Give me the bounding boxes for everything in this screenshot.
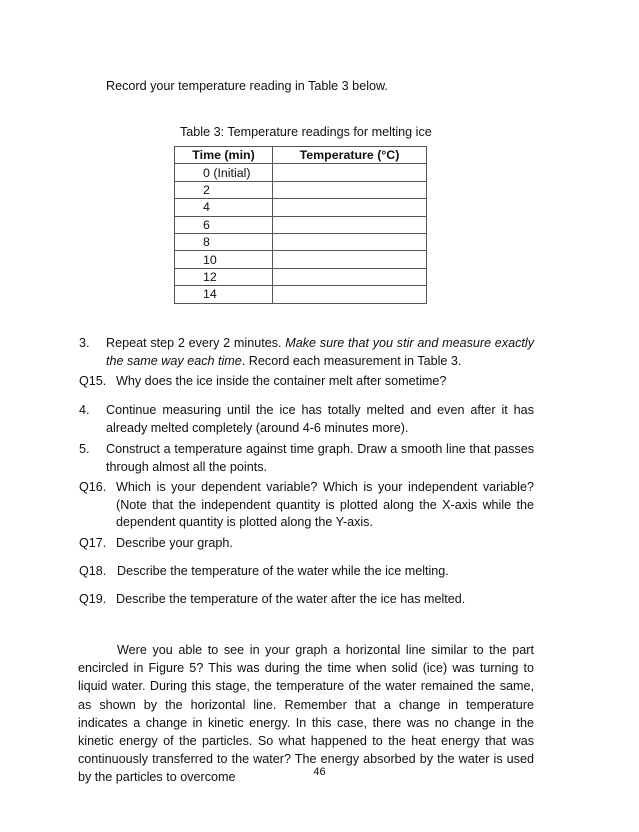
question-q19 — [79, 591, 534, 609]
table-row — [175, 233, 427, 250]
item-number: 4. — [79, 403, 90, 417]
time-cell: 12 — [175, 268, 273, 285]
temperature-cell[interactable] — [273, 199, 427, 216]
time-cell: 10 — [175, 251, 273, 268]
time-cell: 14 — [175, 286, 273, 303]
question-q15 — [79, 373, 534, 391]
item-text: Continue measuring until the ice has totally melted and even after it has already melted completely (around 4-6 minutes more). — [106, 403, 534, 435]
time-cell: 6 — [175, 216, 273, 233]
time-cell: 0 (Initial) — [175, 164, 273, 181]
temperature-cell[interactable] — [273, 268, 427, 285]
temperature-cell[interactable] — [273, 164, 427, 181]
item-text: Describe the temperature of the water after the ice has melted. — [116, 592, 466, 606]
table-row — [175, 199, 427, 216]
question-q17 — [79, 535, 534, 553]
item-number: 3. — [79, 336, 90, 350]
item-number: Q17. — [79, 536, 107, 550]
item-text-plain: Repeat step 2 every 2 minutes. — [106, 336, 286, 350]
item-number: 5. — [79, 442, 90, 456]
time-cell: 4 — [175, 199, 273, 216]
item-text-tail: . Record each measurement in Table 3. — [241, 353, 462, 368]
item-number: Q18. — [79, 564, 107, 578]
table-header-row — [175, 147, 427, 164]
item-number: Q19. — [79, 592, 107, 606]
table-row — [175, 164, 427, 181]
step-5 — [79, 441, 534, 476]
table-row — [175, 268, 427, 285]
time-cell: 2 — [175, 181, 273, 198]
body-paragraph: Were you able to see in your graph a horizontal line similar to the part encircled in Figure 5? This was during the time when solid (ice) was turning to liquid water. During this stage, the temperature of the water remained the same, as shown by the horizontal line. Remember that a change in temperature indicates a change in kinetic energy. In this case, there was no change in the kinetic energy of the particles. So what happened to the heat energy that was continuously transferred to the water? The energy absorbed by the water is used by the particles to overcome — [78, 643, 534, 785]
item-text: Construct a temperature against time graph. Draw a smooth line that passes through almost all the points. — [106, 442, 534, 474]
question-q16 — [79, 479, 534, 532]
temperature-cell[interactable] — [273, 216, 427, 233]
item-number: Q15. — [79, 374, 107, 388]
item-text: Describe the temperature of the water while the ice melting. — [117, 564, 449, 578]
item-text-emphasis: Make sure that you stir and measure exactly the same way each time — [106, 336, 535, 368]
table-row — [175, 286, 427, 303]
table-row — [175, 216, 427, 233]
table-caption: Table 3: Temperature readings for melting ice — [180, 125, 432, 139]
item-text: Which is your dependent variable? Which is your independent variable? (Note that the independent quantity is plotted along the X-axis while the dependent quantity is plotted along the Y-axis. — [116, 480, 534, 529]
header-time: Time (min) — [175, 147, 273, 164]
question-q18 — [79, 563, 534, 581]
temperature-cell[interactable] — [273, 181, 427, 198]
time-cell: 8 — [175, 233, 273, 250]
item-text: Why does the ice inside the container melt after sometime? — [116, 374, 447, 388]
step-4 — [79, 402, 534, 437]
item-number: Q16. — [79, 480, 107, 494]
item-text — [106, 335, 534, 370]
temperature-cell[interactable] — [273, 233, 427, 250]
temperature-cell[interactable] — [273, 251, 427, 268]
item-text: Describe your graph. — [116, 536, 233, 550]
step-3 — [79, 335, 534, 370]
table-row — [175, 181, 427, 198]
page-number: 46 — [313, 766, 326, 778]
temperature-table — [174, 146, 427, 304]
header-temperature: Temperature (°C) — [273, 147, 427, 164]
intro-text: Record your temperature reading in Table 3 below. — [106, 79, 388, 93]
temperature-cell[interactable] — [273, 286, 427, 303]
table-row — [175, 251, 427, 268]
